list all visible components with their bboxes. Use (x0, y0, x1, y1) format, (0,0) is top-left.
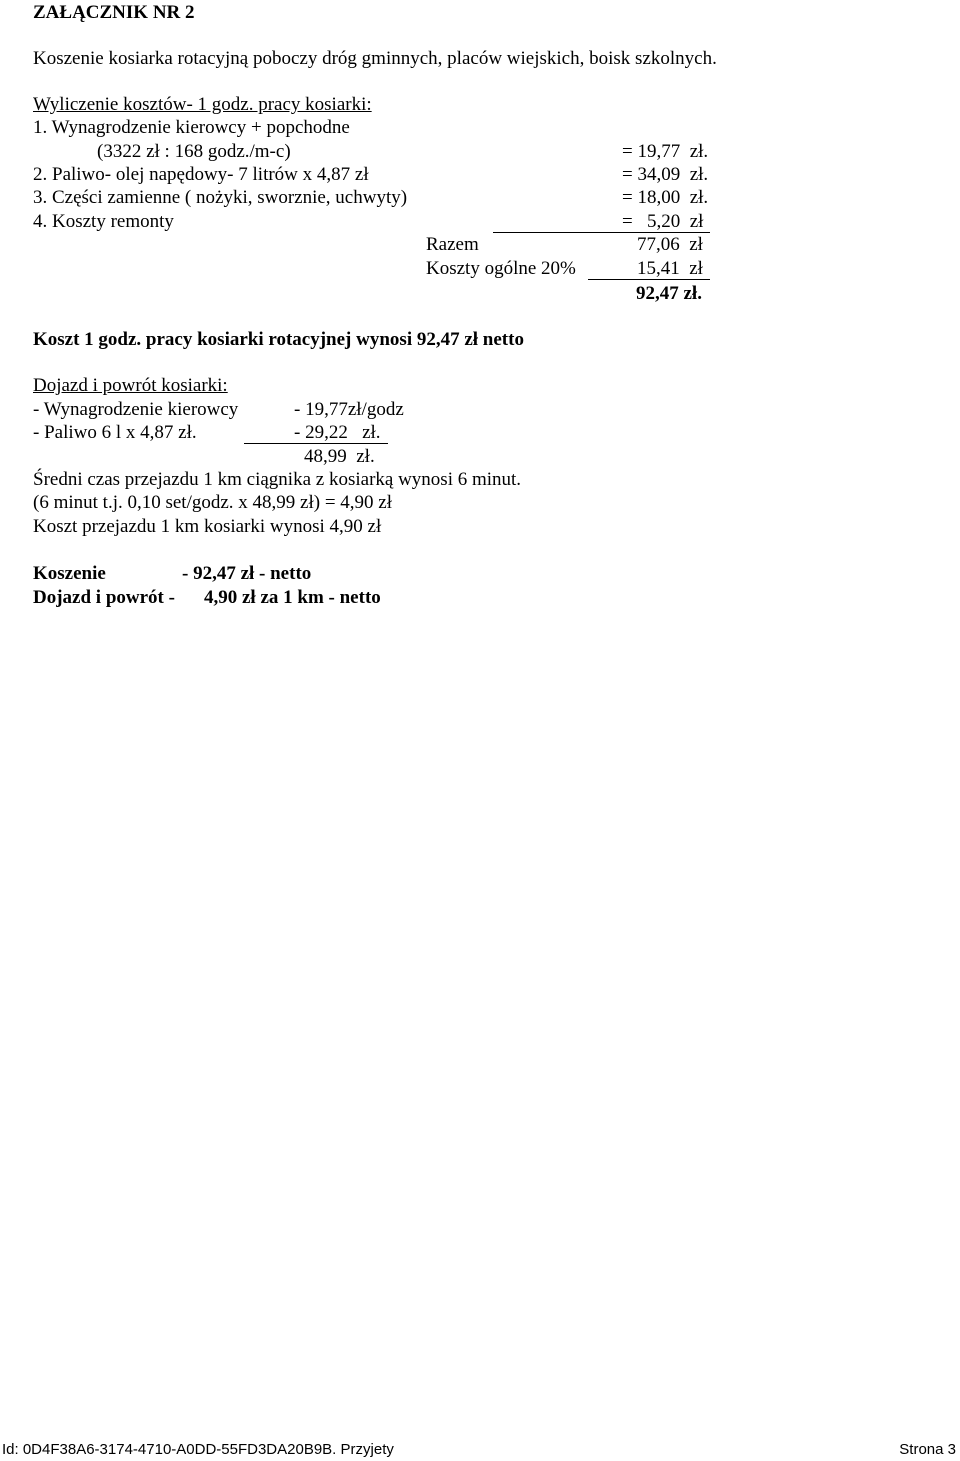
transport-note-2: (6 minut t.j. 0,10 set/godz. x 48,99 zł) = 4,90 zł (33, 492, 393, 513)
cost-item-3-value: = 18,00 zł. (622, 187, 709, 208)
summary-row-2-label: Dojazd i powrót - (33, 587, 175, 608)
transport-note-1: Średni czas przejazdu 1 km ciągnika z kosiarką wynosi 6 minut. (33, 469, 522, 490)
cost-item-3-label: 3. Części zamienne ( nożyki, sworznie, uchwyty) (33, 187, 408, 208)
cost-item-1-label: 1. Wynagrodzenie kierowcy + popchodne (33, 117, 350, 138)
transport-total: 48,99 zł. (304, 446, 375, 467)
overhead-value: 15,41 zł (637, 258, 703, 279)
transport-row-1-label: - Wynagrodzenie kierowcy (33, 399, 239, 420)
cost-item-4-label: 4. Koszty remonty (33, 211, 174, 232)
footer-page-number: Strona 3 (899, 1441, 956, 1458)
transport-note-3: Koszt przejazdu 1 km kosiarki wynosi 4,90 zł (33, 516, 382, 537)
summary-row-1-value: - 92,47 zł - netto (182, 563, 312, 584)
summary-row-2-value: 4,90 zł za 1 km - netto (204, 587, 381, 608)
page-title: ZAŁĄCZNIK NR 2 (33, 2, 195, 23)
cost-item-1-value: = 19,77 zł. (622, 141, 709, 162)
hour-cost-text: Koszt 1 godz. pracy kosiarki rotacyjnej wynosi 92,47 zł netto (33, 329, 524, 350)
cost-item-4-value: = 5,20 zł (622, 211, 704, 232)
total-value: 92,47 zł. (636, 283, 702, 304)
overhead-label: Koszty ogólne 20% (426, 258, 576, 279)
cost-item-1-sub: (3322 zł : 168 godz./m-c) (97, 141, 291, 162)
footer-id: Id: 0D4F38A6-3174-4710-A0DD-55FD3DA20B9B. Przyjety (2, 1441, 394, 1458)
transport-row-1-value: - 19,77zł/godz (294, 399, 404, 420)
transport-heading: Dojazd i powrót kosiarki: (33, 375, 228, 396)
cost-item-2-value: = 34,09 zł. (622, 164, 709, 185)
razem-label: Razem (426, 234, 479, 255)
transport-row-2-label: - Paliwo 6 l x 4,87 zł. (33, 422, 197, 443)
intro-text: Koszenie kosiarka rotacyjną poboczy dróg gminnych, placów wiejskich, boisk szkolnych. (33, 48, 717, 69)
calc-heading: Wyliczenie kosztów- 1 godz. pracy kosiarki: (33, 94, 372, 115)
transport-row-2-value: - 29,22 zł. (294, 422, 381, 443)
cost-item-2-label: 2. Paliwo- olej napędowy- 7 litrów x 4,87 zł (33, 164, 369, 185)
summary-row-1-label: Koszenie (33, 563, 106, 584)
razem-value: 77,06 zł (637, 234, 703, 255)
